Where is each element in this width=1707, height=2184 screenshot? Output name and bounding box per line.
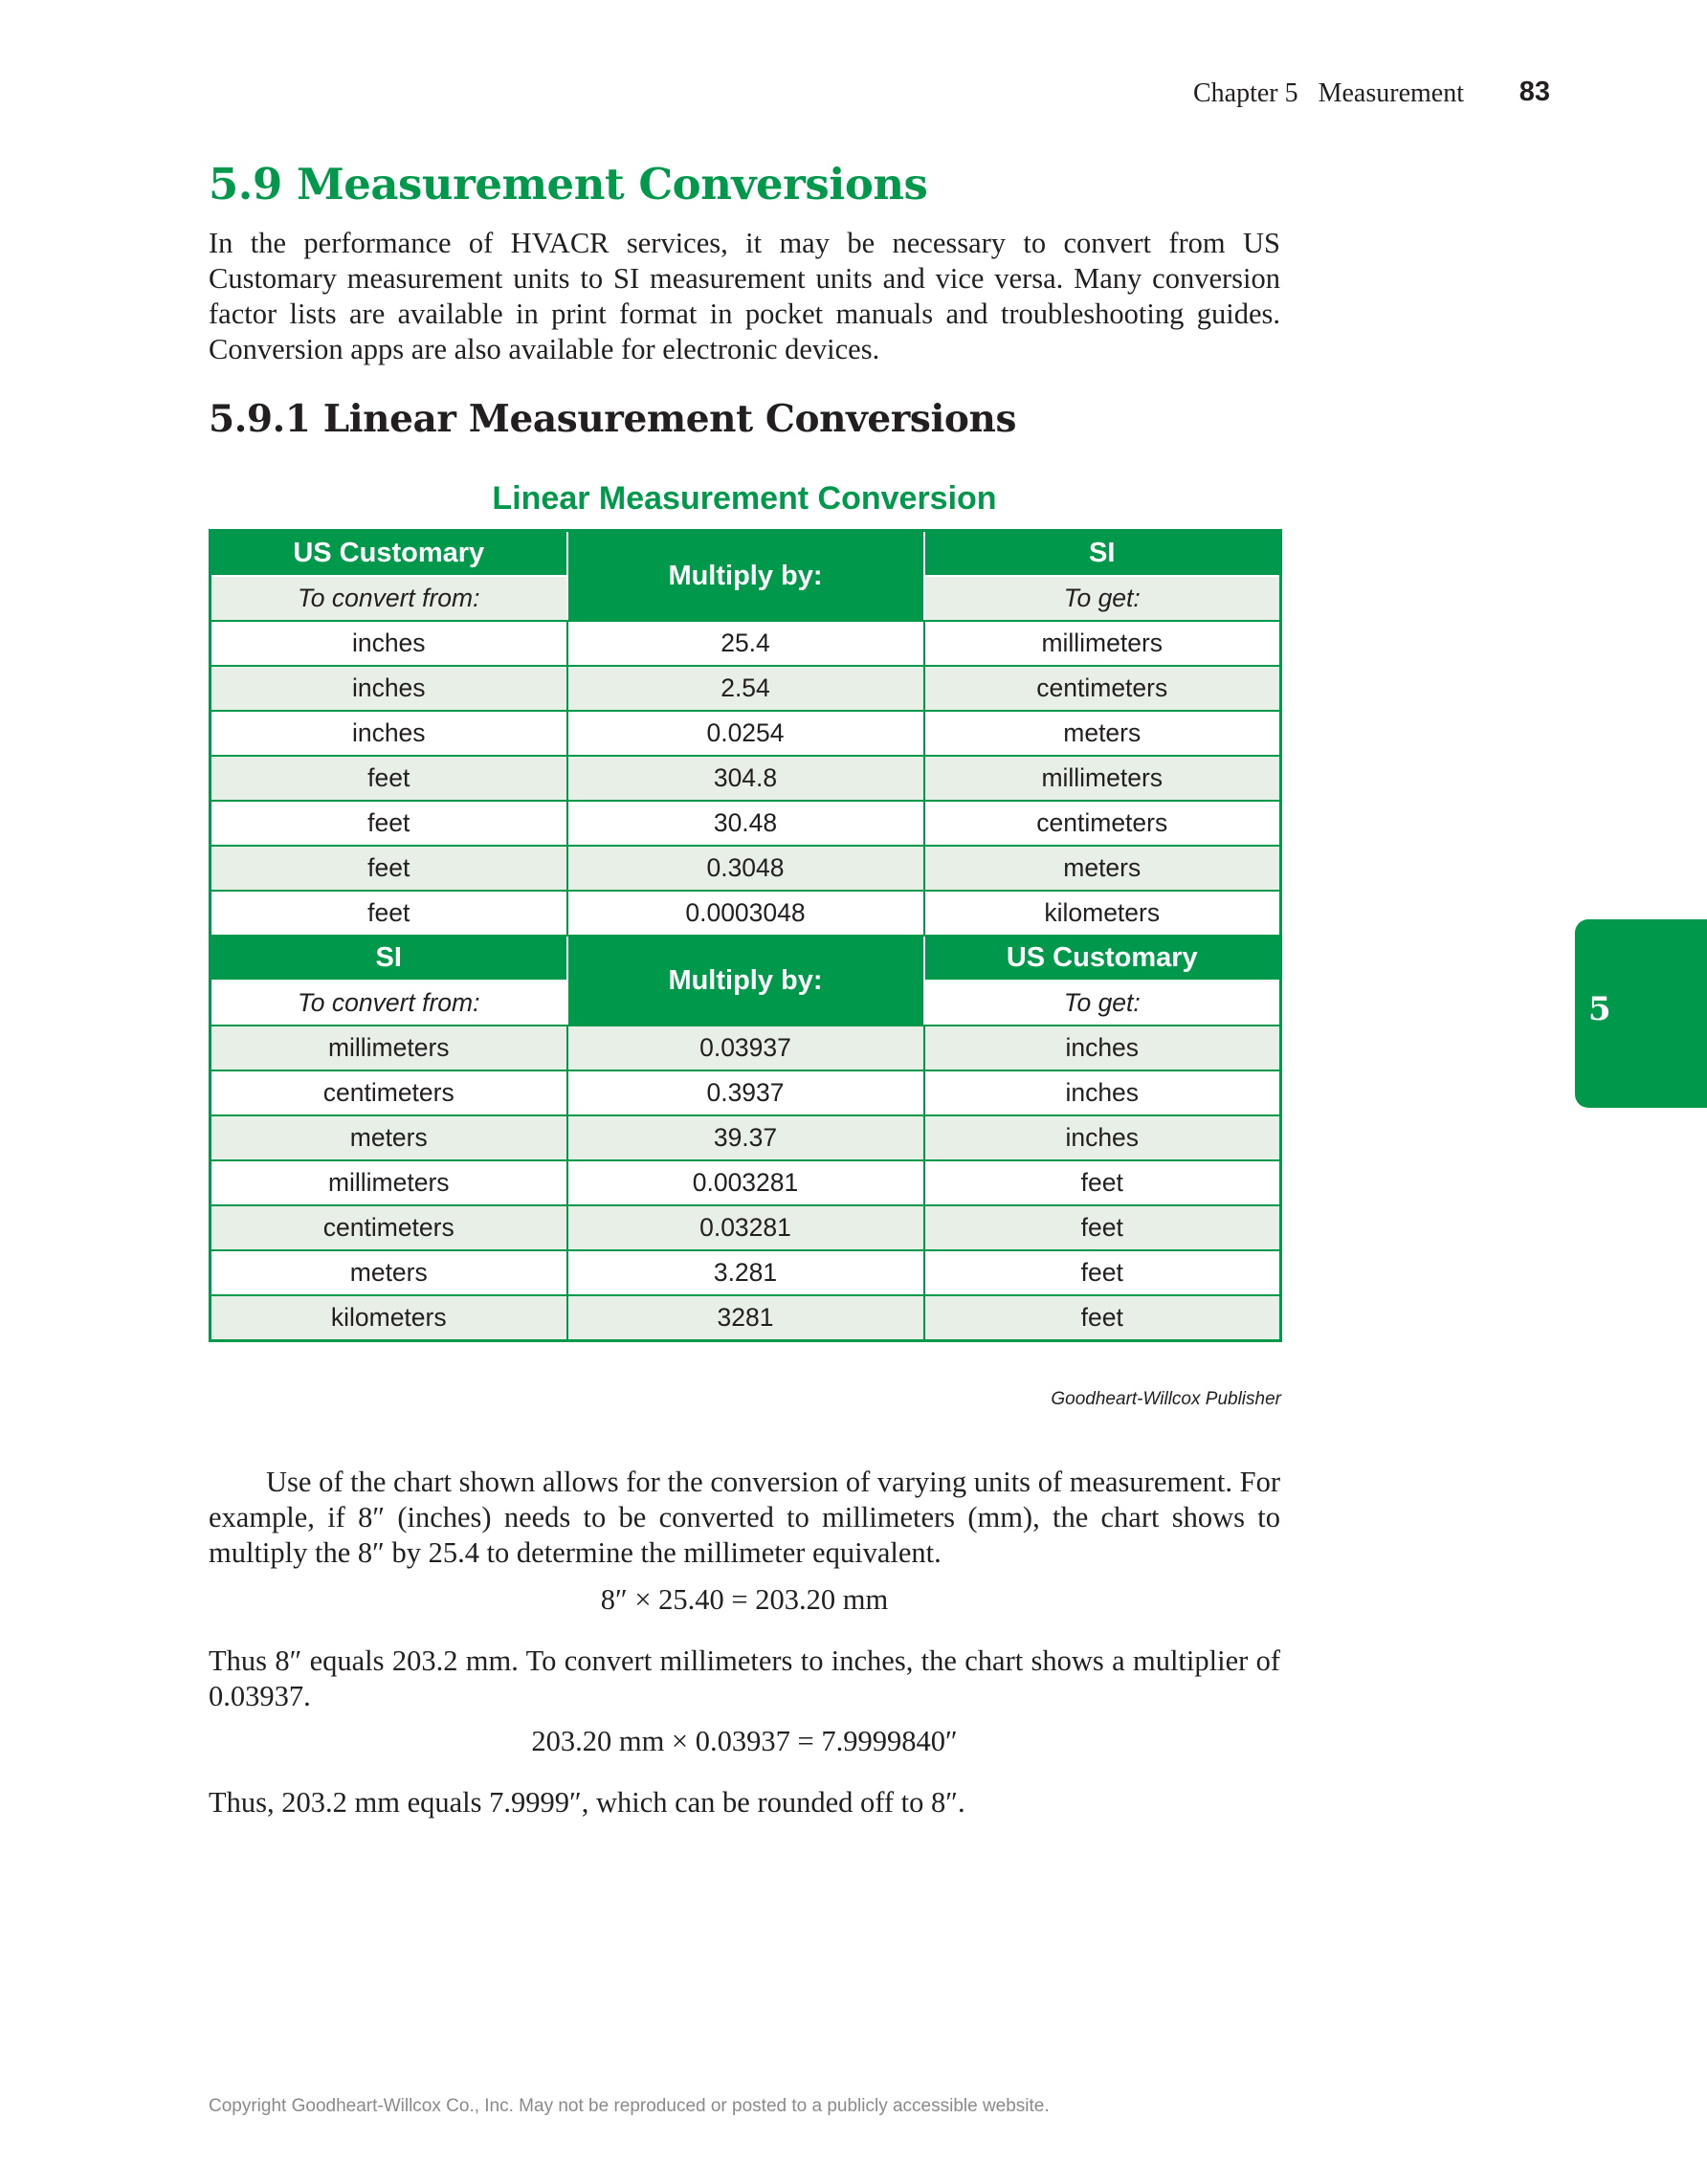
- table-row: [211, 846, 1281, 891]
- subsection-title: 5.9.1 Linear Measurement Conversions: [209, 397, 1017, 441]
- to-unit-header: US Customary: [924, 936, 1281, 981]
- running-head-chapter: Chapter 5 Measurement: [1192, 78, 1464, 108]
- copyright-footer: Copyright Goodheart-Willcox Co., Inc. May not be reproduced or posted to a publicly accessible website.: [209, 2096, 1050, 2116]
- factor-cell: 30.48: [567, 801, 924, 846]
- table-row: [211, 1026, 1281, 1070]
- table-row: [211, 1115, 1281, 1160]
- convert-from-label: To convert from:: [211, 576, 567, 621]
- from-unit-header: SI: [211, 936, 567, 981]
- from-unit-cell: feet: [211, 846, 567, 891]
- to-unit-cell: inches: [924, 1070, 1281, 1115]
- conversion-table: [209, 529, 1282, 1342]
- factor-cell: 3.281: [567, 1250, 924, 1295]
- body-paragraph: Thus, 203.2 mm equals 7.9999″, which can be rounded off to 8″.: [209, 1786, 965, 1819]
- factor-cell: 3281: [567, 1295, 924, 1341]
- to-get-label: To get:: [924, 576, 1281, 621]
- chapter-tab: [1575, 919, 1707, 1108]
- body-paragraph: Thus 8″ equals 203.2 mm. To convert millimeters to inches, the chart shows a multiplier of 0.03937.: [209, 1644, 1280, 1712]
- to-unit-cell: meters: [924, 846, 1281, 891]
- factor-cell: 0.0254: [567, 711, 924, 756]
- table-row: [211, 621, 1281, 666]
- from-unit-cell: inches: [211, 711, 567, 756]
- table-title: Linear Measurement Conversion: [492, 480, 997, 517]
- table-credit: Goodheart-Willcox Publisher: [1051, 1389, 1281, 1409]
- running-head: [1053, 77, 1550, 115]
- convert-from-label: To convert from:: [211, 981, 567, 1026]
- from-unit-cell: feet: [211, 801, 567, 846]
- equation: 203.20 mm × 0.03937 = 7.9999840″: [531, 1725, 958, 1757]
- from-unit-cell: feet: [211, 891, 567, 936]
- table-row: [211, 1250, 1281, 1295]
- from-unit-cell: kilometers: [211, 1295, 567, 1341]
- section-title: 5.9 Measurement Conversions: [209, 159, 928, 210]
- to-get-label: To get:: [924, 981, 1281, 1026]
- from-unit-cell: centimeters: [211, 1205, 567, 1250]
- from-unit-cell: meters: [211, 1115, 567, 1160]
- factor-cell: 0.3048: [567, 846, 924, 891]
- factor-cell: 304.8: [567, 756, 924, 801]
- table-row: [211, 1070, 1281, 1115]
- to-unit-cell: kilometers: [924, 891, 1281, 936]
- from-unit-header: US Customary: [211, 531, 567, 577]
- table-row: [211, 1160, 1281, 1205]
- to-unit-cell: inches: [924, 1026, 1281, 1070]
- to-unit-header: SI: [924, 531, 1281, 577]
- from-unit-cell: feet: [211, 756, 567, 801]
- table-row: [211, 1205, 1281, 1250]
- factor-cell: 0.03281: [567, 1205, 924, 1250]
- table-row: [211, 801, 1281, 846]
- to-unit-cell: feet: [924, 1160, 1281, 1205]
- to-unit-cell: feet: [924, 1205, 1281, 1250]
- to-unit-cell: feet: [924, 1250, 1281, 1295]
- table-row: [211, 711, 1281, 756]
- table-header-row: [211, 936, 1281, 981]
- factor-cell: 0.0003048: [567, 891, 924, 936]
- multiply-header: Multiply by:: [567, 531, 924, 622]
- factor-cell: 2.54: [567, 666, 924, 711]
- chapter-tab-number: 5: [1588, 990, 1611, 1028]
- to-unit-cell: millimeters: [924, 621, 1281, 666]
- table-header-row: [211, 531, 1281, 577]
- body-paragraph: Use of the chart shown allows for the conversion of varying units of measurement. For example, if 8″ (inches) needs to be converted to millimeters (mm), the chart shows to multiply the 8″ by 25.4 to determine the millimeter equivalent.: [209, 1466, 1280, 1569]
- to-unit-cell: centimeters: [924, 666, 1281, 711]
- to-unit-cell: meters: [924, 711, 1281, 756]
- factor-cell: 25.4: [567, 621, 924, 666]
- from-unit-cell: meters: [211, 1250, 567, 1295]
- from-unit-cell: centimeters: [211, 1070, 567, 1115]
- from-unit-cell: inches: [211, 621, 567, 666]
- table-row: [211, 756, 1281, 801]
- table-row: [211, 666, 1281, 711]
- factor-cell: 0.003281: [567, 1160, 924, 1205]
- to-unit-cell: feet: [924, 1295, 1281, 1341]
- multiply-header: Multiply by:: [567, 936, 924, 1026]
- to-unit-cell: centimeters: [924, 801, 1281, 846]
- factor-cell: 0.3937: [567, 1070, 924, 1115]
- equation: 8″ × 25.40 = 203.20 mm: [600, 1583, 889, 1616]
- table-row: [211, 891, 1281, 936]
- to-unit-cell: millimeters: [924, 756, 1281, 801]
- to-unit-cell: inches: [924, 1115, 1281, 1160]
- from-unit-cell: millimeters: [211, 1160, 567, 1205]
- factor-cell: 39.37: [567, 1115, 924, 1160]
- page-number: 83: [1519, 77, 1550, 107]
- from-unit-cell: millimeters: [211, 1026, 567, 1070]
- intro-paragraph: In the performance of HVACR services, it may be necessary to convert from US Customary measurement units to SI measurement units and vice versa. Many conversion factor lists are available in print format in pocket manuals and troubleshooting guides. Conversion apps are also available for electronic devices.: [209, 227, 1280, 365]
- from-unit-cell: inches: [211, 666, 567, 711]
- table-row: [211, 1295, 1281, 1341]
- factor-cell: 0.03937: [567, 1026, 924, 1070]
